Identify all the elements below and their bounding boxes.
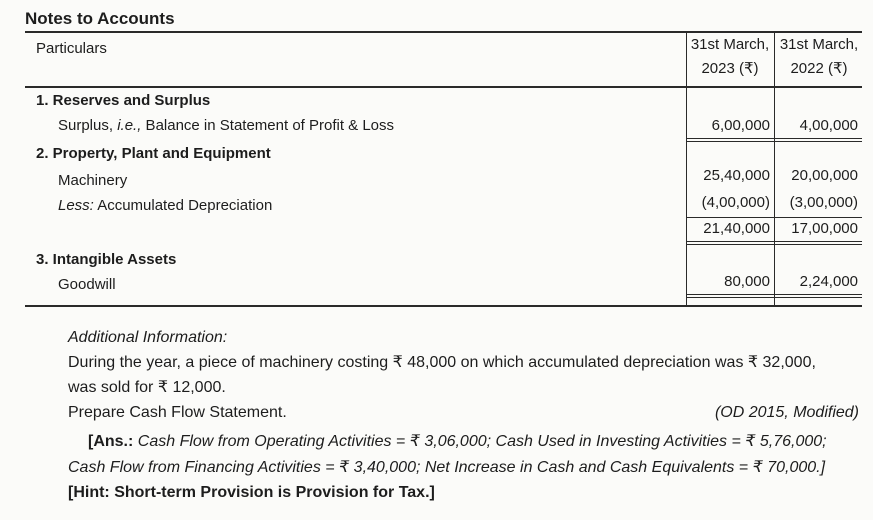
row-goodwill-label: Goodwill [58,276,116,293]
column-header-2023-line1: 31st March, [690,36,770,53]
row-surplus-italic: i.e., [117,117,142,134]
page-title: Notes to Accounts [25,9,175,28]
column-header-2022-line1: 31st March, [779,36,859,53]
goodwill-total-rule-upper [686,294,862,295]
hint-line: [Hint: Short-term Provision is Provision for Tax.] [68,484,435,501]
row-surplus-label [58,117,394,134]
column-header-2022 [776,33,862,81]
surplus-total-rule-lower [686,141,862,142]
goodwill-total-rule-lower [686,297,862,298]
info-line-2: was sold for ₹ 12,000. [68,379,226,396]
table-header-rule [25,86,862,88]
section-heading-intangibles: 3. Intangible Assets [36,251,177,268]
row-depreciation-italic: Less: [58,197,94,214]
answer-line-1 [88,431,827,451]
row-ppe-net-value-2022: 17,00,000 [791,220,858,237]
particulars-header: Particulars [36,40,107,57]
ppe-total-rule-upper [686,241,862,242]
prepare-instruction: Prepare Cash Flow Statement. [68,404,287,421]
row-depreciation-value-2022: (3,00,000) [789,194,858,211]
row-depreciation-value-2023: (4,00,000) [701,194,770,211]
row-goodwill-value-2023: 80,000 [724,273,770,290]
answer-line-1-text: Cash Flow from Operating Activities = ₹ 3,06,000; Cash Used in Investing Activities = ₹ 5,76,000; [133,433,827,450]
reference-note: (OD 2015, Modified) [714,404,859,421]
ppe-subtotal-rule [686,217,862,218]
row-machinery-value-2023: 25,40,000 [703,167,770,184]
row-depreciation-label [58,197,272,214]
row-machinery-value-2022: 20,00,000 [791,167,858,184]
column-header-2023 [686,33,774,81]
row-surplus-text: Surplus, [58,117,118,134]
table-bottom-rule [25,305,862,307]
answer-line-2: Cash Flow from Financing Activities = ₹ 3,40,000; Net Increase in Cash and Cash Equivalents = ₹ 70,000.] [68,459,826,476]
row-machinery-label: Machinery [58,172,128,189]
section-heading-reserves: 1. Reserves and Surplus [36,92,211,109]
surplus-total-rule-upper [686,138,862,139]
answer-label: [Ans.: [88,433,134,450]
row-surplus-value-2022: 4,00,000 [799,117,858,134]
ppe-total-rule-lower [686,244,862,245]
info-line-1: During the year, a piece of machinery costing ₹ 48,000 on which accumulated depreciation was ₹ 32,000, [68,354,816,371]
row-surplus-value-2023: 6,00,000 [711,117,770,134]
row-ppe-net-value-2023: 21,40,000 [703,220,770,237]
column-divider-middle [774,31,775,305]
column-header-2023-line2: 2023 (₹) [701,60,759,77]
section-heading-ppe: 2. Property, Plant and Equipment [36,145,271,162]
row-surplus-rest: Balance in Statement of Profit & Loss [141,117,395,134]
additional-info-label: Additional Information: [68,329,228,346]
column-header-2022-line2: 2022 (₹) [790,60,848,77]
row-depreciation-rest: Accumulated Depreciation [93,197,273,214]
row-goodwill-value-2022: 2,24,000 [799,273,858,290]
